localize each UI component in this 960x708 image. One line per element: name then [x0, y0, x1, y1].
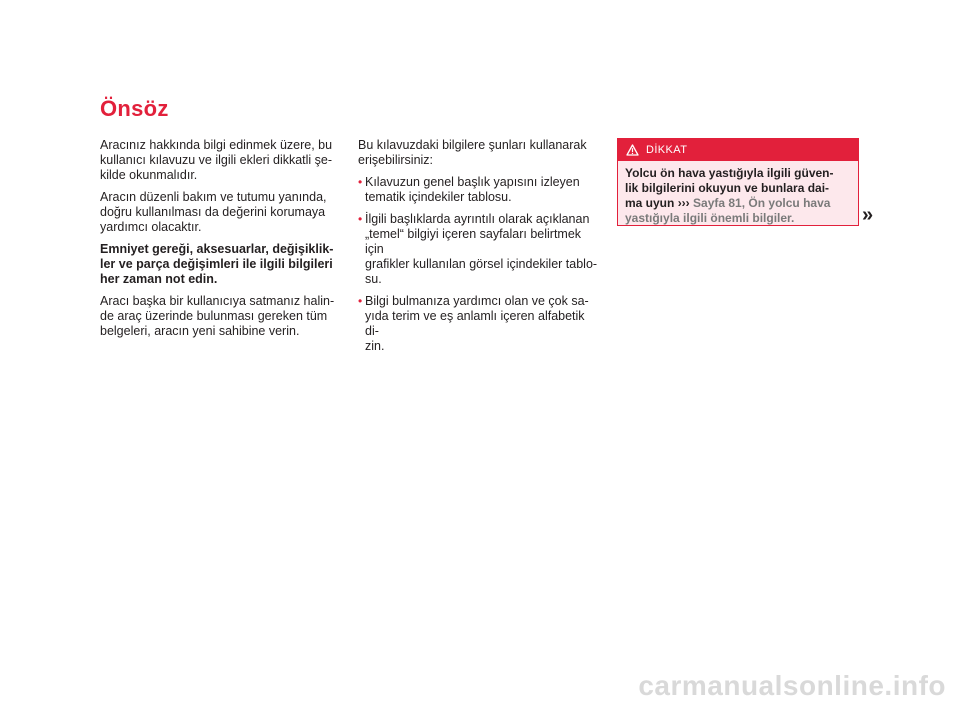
paragraph: Aracınız hakkında bilgi edinmek üzere, bu kullanıcı kılavuzu ve ilgili ekleri dikkatli şe- kilde okunmalıdır.: [100, 138, 333, 182]
paragraph: Aracı başka bir kullanıcıya satmanız halin- de araç üzerinde bulunması gereken tüm belgeleri, aracın yeni sahibine verin.: [100, 294, 335, 338]
list-item: [358, 294, 601, 354]
middle-column: [358, 138, 601, 361]
bullet-icon: •: [358, 175, 363, 189]
list-item-text: İlgili başlıklarda ayrıntılı olarak açıklanan „temel“ bilgiyi içeren sayfaları belirtmek için grafikler kullanılan görsel içindekiler tablo- su.: [365, 212, 598, 286]
warning-text: [618, 161, 858, 226]
warning-message: Yolcu ön hava yastığıyla ilgili güven- lik bilgilerini okuyun ve bunlara dai- ma uyun: [625, 166, 834, 210]
watermark: carmanualsonline.info: [638, 670, 946, 701]
paragraph: Aracın düzenli bakım ve tutumu yanında, doğru kullanılması da değerini korumaya yardımcı olacaktır.: [100, 190, 327, 234]
warning-triangle-icon: [626, 144, 639, 156]
warning-box: [617, 138, 859, 226]
reference-arrow-icon: ›››: [677, 196, 690, 210]
list-item: [358, 175, 601, 205]
list-item: [358, 212, 601, 287]
continue-marker: »: [862, 204, 874, 226]
list-item-text: Bilgi bulmanıza yardımcı olan ve çok sa- yıda terim ve eş anlamlı içeren alfabetik di- zin.: [365, 294, 589, 353]
bold-note: Emniyet gereği, aksesuarlar, değişiklik- ler ve parça değişimleri ile ilgili bilgileri her zaman not edin.: [100, 242, 334, 286]
left-column: [100, 138, 336, 346]
warning-heading: DİKKAT: [646, 144, 688, 156]
page-title: Önsöz: [100, 96, 169, 121]
warning-header: [618, 139, 858, 161]
bullet-icon: •: [358, 294, 363, 308]
bullet-icon: •: [358, 212, 363, 226]
intro-paragraph: Bu kılavuzdaki bilgilere şunları kullanarak erişebilirsiniz:: [358, 138, 587, 167]
list-item-text: Kılavuzun genel başlık yapısını izleyen tematik içindekiler tablosu.: [365, 175, 580, 204]
page-reference-link[interactable]: Sayfa 81, Ön yolcu hava yastığıyla ilgili önemli bilgiler.: [625, 196, 831, 225]
